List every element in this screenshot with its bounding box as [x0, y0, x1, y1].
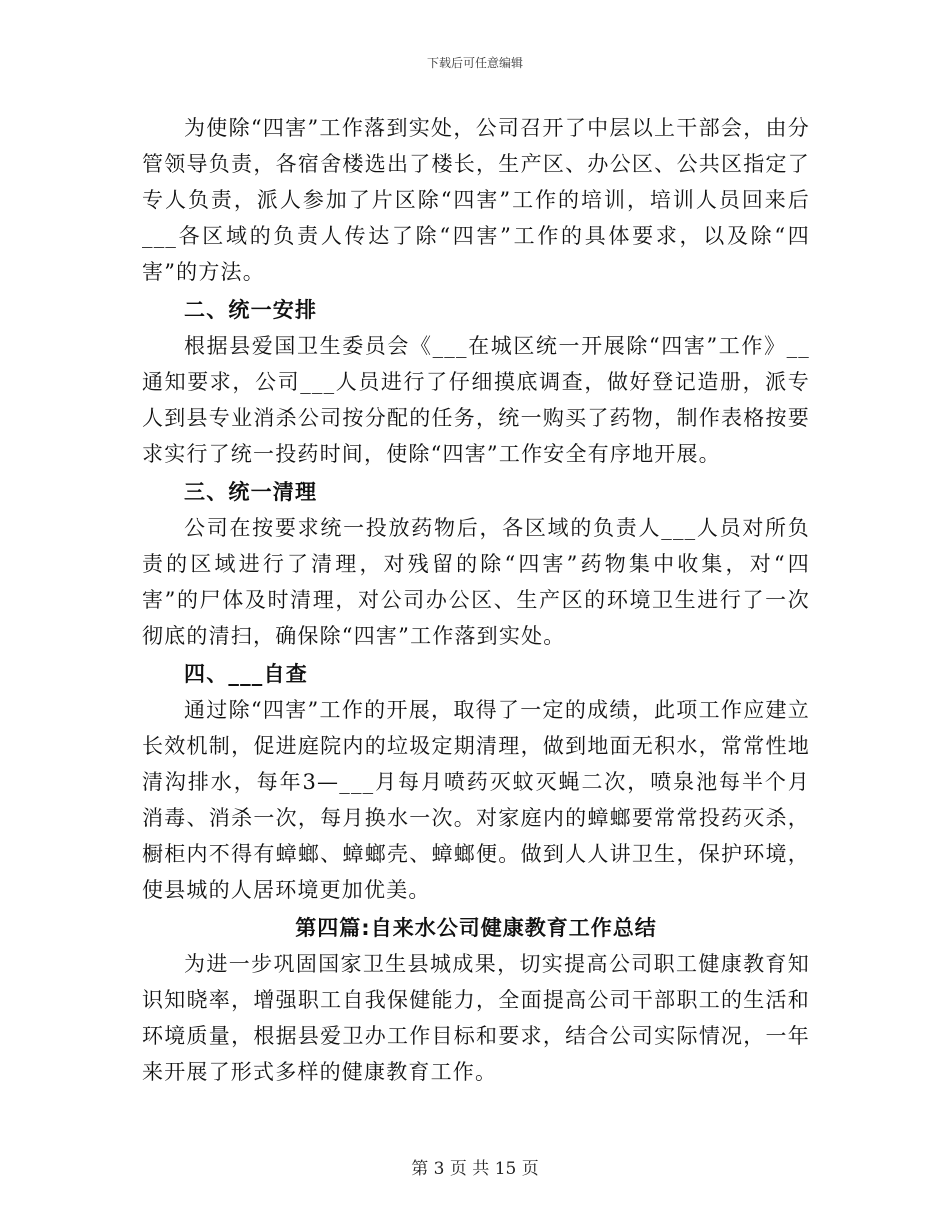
chapter-title: 第四篇:自来水公司健康教育工作总结	[295, 916, 657, 940]
paragraph-health-education: 为进一步巩固国家卫生县城成果，切实提高公司职工健康教育知识知晓率，增强职工自我保健能力，全面提高公司干部职工的生活和环境质量，根据县爱卫办工作目标和要求，结合公司实际情况，一年来开展了形式多样的健康教育工作。	[142, 952, 810, 1084]
document-body	[142, 110, 810, 1090]
paragraph-unified-cleanup: 公司在按要求统一投放药物后，各区域的负责人___人员对所负责的区域进行了清理，对残留的除“四害”药物集中收集，对“四害”的尸体及时清理，对公司办公区、生产区的环境卫生进行了一次彻底的清扫，确保除“四害”工作落到实处。	[142, 516, 810, 648]
section-heading-self-inspection: 四、___自查	[184, 662, 308, 686]
paragraph-implementation: 为使除“四害”工作落到实处，公司召开了中层以上干部会，由分管领导负责，各宿舍楼选出了楼长，生产区、办公区、公共区指定了专人负责，派人参加了片区除“四害”工作的培训，培训人员回来后___各区域的负责人传达了除“四害”工作的具体要求，以及除“四害”的方法。	[142, 116, 810, 284]
paragraph-unified-arrangement: 根据县爱国卫生委员会《___在城区统一开展除“四害”工作》__通知要求，公司___人员进行了仔细摸底调查，做好登记造册，派专人到县专业消杀公司按分配的任务，统一购买了药物，制作表格按要求实行了统一投药时间，使除“四害”工作安全有序地开展。	[142, 334, 810, 466]
section-heading-unified-arrangement: 二、统一安排	[184, 298, 318, 322]
page-number-footer: 第 3 页 共 15 页	[411, 1159, 539, 1179]
paragraph-self-inspection: 通过除“四害”工作的开展，取得了一定的成绩，此项工作应建立长效机制，促进庭院内的垃圾定期清理，做到地面无积水，常常性地清沟排水，每年3—___月每月喷药灭蚊灭蝇二次，喷泉池每半个月消毒、消杀一次，每月换水一次。对家庭内的蟑螂要常常投药灭杀，橱柜内不得有蟑螂、蟑螂壳、蟑螂便。做到人人讲卫生，保护环境，使县城的人居环境更加优美。	[142, 698, 810, 902]
page-header: 下载后可任意编辑	[426, 56, 523, 70]
section-heading-unified-cleanup: 三、统一清理	[184, 480, 318, 504]
